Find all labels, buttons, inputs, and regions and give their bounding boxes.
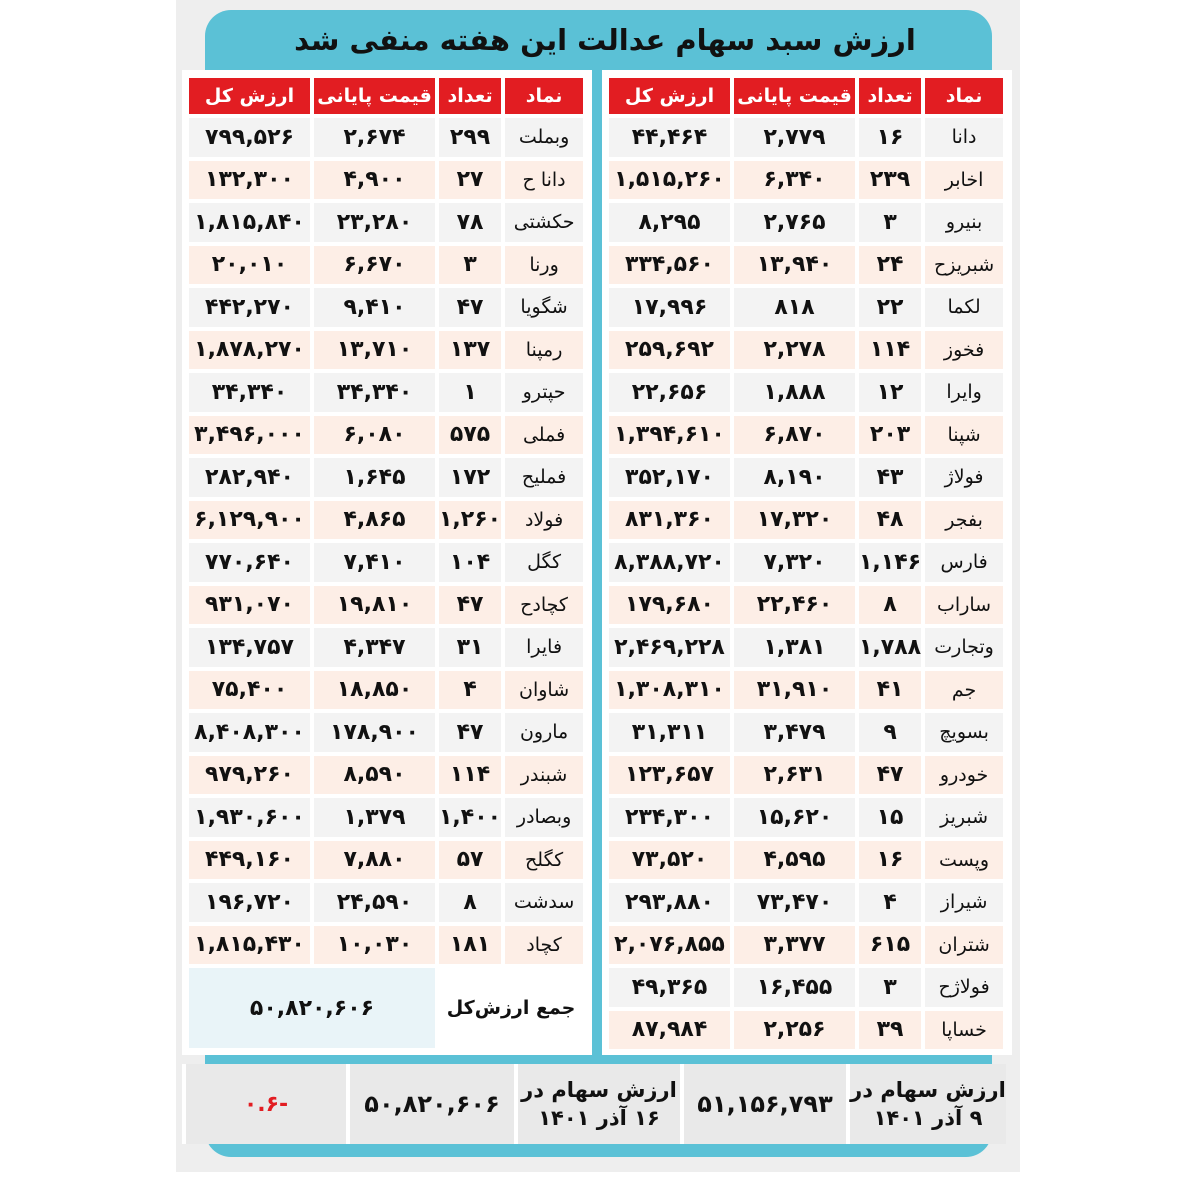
table-row <box>189 161 583 200</box>
cell-count: ۱۱۴ <box>859 331 921 370</box>
cell-final-price: ۷۳,۴۷۰ <box>734 883 855 922</box>
cell-total-value: ۴۹,۳۶۵ <box>609 968 730 1007</box>
cell-total-value: ۸,۲۹۵ <box>609 203 730 242</box>
cell-final-price: ۷,۸۸۰ <box>314 841 435 880</box>
cell-symbol: کگلح <box>505 841 583 880</box>
table-row <box>609 246 1003 285</box>
cell-final-price: ۶,۸۷۰ <box>734 416 855 455</box>
cell-total-value: ۱۲۳,۶۵۷ <box>609 756 730 795</box>
cell-count: ۴۱ <box>859 671 921 710</box>
cell-total-value: ۲۵۹,۶۹۲ <box>609 331 730 370</box>
cell-symbol: وایرا <box>925 373 1003 412</box>
cell-total-value: ۲۸۲,۹۴۰ <box>189 458 310 497</box>
table-row <box>609 288 1003 327</box>
cell-symbol: سدشت <box>505 883 583 922</box>
cell-count: ۲۹۹ <box>439 118 501 157</box>
cell-count: ۱,۴۰۰ <box>439 798 501 837</box>
cell-symbol: فولاژ <box>925 458 1003 497</box>
cell-final-price: ۱,۶۴۵ <box>314 458 435 497</box>
cell-count: ۱۶ <box>859 841 921 880</box>
cell-final-price: ۳۴,۳۴۰ <box>314 373 435 412</box>
cell-symbol: شپنا <box>925 416 1003 455</box>
date2-label: ارزش سهام در ۱۶ آذر ۱۴۰۱ <box>521 1078 677 1130</box>
cell-symbol: خساپا <box>925 1011 1003 1050</box>
cell-count: ۵۷ <box>439 841 501 880</box>
cell-total-value: ۱۳۴,۷۵۷ <box>189 628 310 667</box>
cell-count: ۳ <box>439 246 501 285</box>
change-cell <box>186 1064 346 1144</box>
cell-count: ۸ <box>439 883 501 922</box>
cell-count: ۴ <box>859 883 921 922</box>
cell-count: ۱۲ <box>859 373 921 412</box>
cell-symbol: وبصادر <box>505 798 583 837</box>
header-final-price: قیمت پایانی <box>314 78 435 114</box>
table-row <box>609 458 1003 497</box>
cell-symbol: دانا ح <box>505 161 583 200</box>
cell-total-value: ۱۳۲,۳۰۰ <box>189 161 310 200</box>
cell-final-price: ۸,۵۹۰ <box>314 756 435 795</box>
table-row <box>609 161 1003 200</box>
table-row <box>609 883 1003 922</box>
cell-total-value: ۱,۹۳۰,۶۰۰ <box>189 798 310 837</box>
header-total-value: ارزش کل <box>189 78 310 114</box>
cell-count: ۸ <box>859 586 921 625</box>
header-count: تعداد <box>859 78 921 114</box>
cell-count: ۱,۱۴۶ <box>859 543 921 582</box>
table-row <box>189 288 583 327</box>
table-row <box>609 331 1003 370</box>
cell-total-value: ۴۴,۴۶۴ <box>609 118 730 157</box>
cell-final-price: ۹,۴۱۰ <box>314 288 435 327</box>
table-row <box>609 841 1003 880</box>
cell-symbol: مارون <box>505 713 583 752</box>
cell-symbol: وبملت <box>505 118 583 157</box>
cell-total-value: ۲۲,۶۵۶ <box>609 373 730 412</box>
cell-final-price: ۲,۶۷۴ <box>314 118 435 157</box>
cell-symbol: وتجارت <box>925 628 1003 667</box>
table-row <box>609 501 1003 540</box>
header-count: تعداد <box>439 78 501 114</box>
cell-final-price: ۳۱,۹۱۰ <box>734 671 855 710</box>
cell-total-value: ۸,۴۰۸,۳۰۰ <box>189 713 310 752</box>
cell-final-price: ۱۷,۳۲۰ <box>734 501 855 540</box>
header-symbol: نماد <box>505 78 583 114</box>
table-row <box>609 926 1003 965</box>
cell-symbol: خودرو <box>925 756 1003 795</box>
cell-final-price: ۱,۳۷۹ <box>314 798 435 837</box>
cell-count: ۲۲ <box>859 288 921 327</box>
cell-symbol: فولاژح <box>925 968 1003 1007</box>
cell-count: ۷۸ <box>439 203 501 242</box>
cell-count: ۴۸ <box>859 501 921 540</box>
cell-count: ۲۳۹ <box>859 161 921 200</box>
cell-final-price: ۲۴,۵۹۰ <box>314 883 435 922</box>
cell-symbol: ورنا <box>505 246 583 285</box>
cell-final-price: ۷,۴۱۰ <box>314 543 435 582</box>
cell-symbol: فولاد <box>505 501 583 540</box>
cell-symbol: شتران <box>925 926 1003 965</box>
cell-total-value: ۲,۴۶۹,۲۲۸ <box>609 628 730 667</box>
table-row <box>609 671 1003 710</box>
header-final-price: قیمت پایانی <box>734 78 855 114</box>
cell-count: ۱,۷۸۸ <box>859 628 921 667</box>
cell-count: ۳ <box>859 203 921 242</box>
table-row <box>609 798 1003 837</box>
cell-final-price: ۱,۳۸۱ <box>734 628 855 667</box>
date2-label-cell <box>518 1064 680 1144</box>
sum-label: جمع ارزش‌کل <box>439 968 583 1048</box>
sum-row <box>189 968 583 1048</box>
cell-total-value: ۱,۸۱۵,۴۳۰ <box>189 926 310 965</box>
cell-final-price: ۲۲,۴۶۰ <box>734 586 855 625</box>
cell-total-value: ۱,۳۰۸,۳۱۰ <box>609 671 730 710</box>
cell-count: ۳ <box>859 968 921 1007</box>
cell-final-price: ۲,۲۵۶ <box>734 1011 855 1050</box>
cell-symbol: شبندر <box>505 756 583 795</box>
table-row <box>189 713 583 752</box>
cell-count: ۱,۲۶۰ <box>439 501 501 540</box>
table-row <box>189 586 583 625</box>
cell-final-price: ۱۳,۷۱۰ <box>314 331 435 370</box>
cell-final-price: ۶,۳۴۰ <box>734 161 855 200</box>
left-stock-table <box>185 74 587 1052</box>
page-title: ارزش سبد سهام عدالت این هفته منفی شد <box>294 22 916 57</box>
cell-total-value: ۲,۰۷۶,۸۵۵ <box>609 926 730 965</box>
table-row <box>609 203 1003 242</box>
cell-count: ۲۷ <box>439 161 501 200</box>
cell-total-value: ۱۷۹,۶۸۰ <box>609 586 730 625</box>
cell-total-value: ۱,۸۱۵,۸۴۰ <box>189 203 310 242</box>
cell-final-price: ۴,۹۰۰ <box>314 161 435 200</box>
percent-change: -۰.۶ <box>243 1091 289 1117</box>
table-row <box>189 628 583 667</box>
cell-count: ۶۱۵ <box>859 926 921 965</box>
table-row <box>189 756 583 795</box>
cell-total-value: ۴۴۲,۲۷۰ <box>189 288 310 327</box>
cell-final-price: ۱۶,۴۵۵ <box>734 968 855 1007</box>
cell-final-price: ۲,۶۳۱ <box>734 756 855 795</box>
cell-total-value: ۴۴۹,۱۶۰ <box>189 841 310 880</box>
cell-final-price: ۱۵,۶۲۰ <box>734 798 855 837</box>
right-table-panel <box>602 70 1012 1055</box>
cell-count: ۴۷ <box>859 756 921 795</box>
cell-final-price: ۴,۵۹۵ <box>734 841 855 880</box>
date2-value: ۵۰,۸۲۰,۶۰۶ <box>364 1090 500 1118</box>
cell-count: ۵۷۵ <box>439 416 501 455</box>
cell-count: ۳۹ <box>859 1011 921 1050</box>
cell-final-price: ۱۷۸,۹۰۰ <box>314 713 435 752</box>
cell-count: ۱۷۲ <box>439 458 501 497</box>
date1-label: ارزش سهام در ۹ آذر ۱۴۰۱ <box>850 1078 1006 1130</box>
table-row <box>189 501 583 540</box>
cell-total-value: ۹۳۱,۰۷۰ <box>189 586 310 625</box>
table-row <box>609 756 1003 795</box>
cell-final-price: ۳,۴۷۹ <box>734 713 855 752</box>
cell-symbol: رمپنا <box>505 331 583 370</box>
cell-total-value: ۲۹۳,۸۸۰ <box>609 883 730 922</box>
cell-final-price: ۱۸,۸۵۰ <box>314 671 435 710</box>
table-row <box>609 373 1003 412</box>
table-row <box>609 713 1003 752</box>
table-header-row <box>189 78 583 114</box>
date1-value: ۵۱,۱۵۶,۷۹۳ <box>697 1090 833 1118</box>
table-row <box>189 246 583 285</box>
table-row <box>189 926 583 965</box>
cell-symbol: فملی <box>505 416 583 455</box>
cell-total-value: ۸۷,۹۸۴ <box>609 1011 730 1050</box>
cell-symbol: بنیرو <box>925 203 1003 242</box>
cell-total-value: ۱۷,۹۹۶ <box>609 288 730 327</box>
cell-total-value: ۳,۴۹۶,۰۰۰ <box>189 416 310 455</box>
cell-total-value: ۹۷۹,۲۶۰ <box>189 756 310 795</box>
cell-symbol: جم <box>925 671 1003 710</box>
cell-final-price: ۴,۸۶۵ <box>314 501 435 540</box>
table-row <box>189 841 583 880</box>
cell-final-price: ۳,۳۷۷ <box>734 926 855 965</box>
cell-final-price: ۲,۷۶۵ <box>734 203 855 242</box>
cell-final-price: ۷,۳۲۰ <box>734 543 855 582</box>
cell-final-price: ۱۰,۰۳۰ <box>314 926 435 965</box>
cell-total-value: ۷۳,۵۲۰ <box>609 841 730 880</box>
cell-total-value: ۳۱,۳۱۱ <box>609 713 730 752</box>
cell-total-value: ۷۵,۴۰۰ <box>189 671 310 710</box>
cell-symbol: کچادح <box>505 586 583 625</box>
cell-count: ۲۰۳ <box>859 416 921 455</box>
table-header-row <box>609 78 1003 114</box>
cell-count: ۹ <box>859 713 921 752</box>
cell-total-value: ۷۷۰,۶۴۰ <box>189 543 310 582</box>
cell-total-value: ۸۳۱,۳۶۰ <box>609 501 730 540</box>
date1-value-cell <box>684 1064 846 1144</box>
cell-final-price: ۲۳,۲۸۰ <box>314 203 435 242</box>
cell-symbol: بسویچ <box>925 713 1003 752</box>
cell-count: ۱۸۱ <box>439 926 501 965</box>
title-band <box>250 12 960 67</box>
cell-symbol: دانا <box>925 118 1003 157</box>
cell-total-value: ۳۴,۳۴۰ <box>189 373 310 412</box>
cell-count: ۴۷ <box>439 586 501 625</box>
cell-symbol: شبریز <box>925 798 1003 837</box>
cell-symbol: کچاد <box>505 926 583 965</box>
cell-final-price: ۴,۳۴۷ <box>314 628 435 667</box>
cell-symbol: لکما <box>925 288 1003 327</box>
cell-final-price: ۲,۷۷۹ <box>734 118 855 157</box>
table-row <box>189 798 583 837</box>
left-table-panel <box>182 70 592 1055</box>
cell-count: ۴۷ <box>439 288 501 327</box>
cell-total-value: ۶,۱۲۹,۹۰۰ <box>189 501 310 540</box>
cell-final-price: ۱,۸۸۸ <box>734 373 855 412</box>
column-divider <box>592 70 602 1055</box>
table-row <box>609 416 1003 455</box>
cell-symbol: کگل <box>505 543 583 582</box>
table-row <box>189 883 583 922</box>
table-row <box>189 373 583 412</box>
cell-symbol: بفجر <box>925 501 1003 540</box>
date1-label-cell <box>850 1064 1006 1144</box>
cell-count: ۴ <box>439 671 501 710</box>
cell-symbol: حکشتی <box>505 203 583 242</box>
cell-symbol: شبریزح <box>925 246 1003 285</box>
cell-count: ۲۴ <box>859 246 921 285</box>
table-row <box>609 543 1003 582</box>
cell-symbol: فملیح <box>505 458 583 497</box>
date2-value-cell <box>350 1064 514 1144</box>
table-row <box>609 586 1003 625</box>
cell-total-value: ۳۳۴,۵۶۰ <box>609 246 730 285</box>
cell-total-value: ۲۳۴,۳۰۰ <box>609 798 730 837</box>
cell-symbol: فایرا <box>505 628 583 667</box>
table-row <box>189 458 583 497</box>
cell-symbol: اخابر <box>925 161 1003 200</box>
table-row <box>189 671 583 710</box>
cell-count: ۱۶ <box>859 118 921 157</box>
cell-total-value: ۸,۳۸۸,۷۲۰ <box>609 543 730 582</box>
cell-symbol: ساراب <box>925 586 1003 625</box>
header-symbol: نماد <box>925 78 1003 114</box>
cell-count: ۳۱ <box>439 628 501 667</box>
table-row <box>189 416 583 455</box>
summary-footer <box>182 1064 1006 1144</box>
cell-count: ۱۱۴ <box>439 756 501 795</box>
cell-count: ۱۳۷ <box>439 331 501 370</box>
cell-symbol: شیراز <box>925 883 1003 922</box>
cell-symbol: وپست <box>925 841 1003 880</box>
cell-final-price: ۸۱۸ <box>734 288 855 327</box>
cell-final-price: ۶,۶۷۰ <box>314 246 435 285</box>
cell-count: ۴۳ <box>859 458 921 497</box>
table-row <box>609 968 1003 1007</box>
cell-symbol: فارس <box>925 543 1003 582</box>
table-row <box>609 118 1003 157</box>
table-row <box>189 118 583 157</box>
cell-total-value: ۱,۸۷۸,۲۷۰ <box>189 331 310 370</box>
cell-final-price: ۲,۲۷۸ <box>734 331 855 370</box>
cell-total-value: ۱,۳۹۴,۶۱۰ <box>609 416 730 455</box>
header-total-value: ارزش کل <box>609 78 730 114</box>
cell-final-price: ۸,۱۹۰ <box>734 458 855 497</box>
table-row <box>609 1011 1003 1050</box>
cell-count: ۱۵ <box>859 798 921 837</box>
table-row <box>189 543 583 582</box>
cell-symbol: شاوان <box>505 671 583 710</box>
cell-symbol: فخوز <box>925 331 1003 370</box>
table-row <box>189 331 583 370</box>
cell-symbol: حپترو <box>505 373 583 412</box>
cell-total-value: ۳۵۲,۱۷۰ <box>609 458 730 497</box>
cell-total-value: ۷۹۹,۵۲۶ <box>189 118 310 157</box>
cell-final-price: ۱۳,۹۴۰ <box>734 246 855 285</box>
table-row <box>609 628 1003 667</box>
table-row <box>189 203 583 242</box>
cell-count: ۴۷ <box>439 713 501 752</box>
cell-final-price: ۱۹,۸۱۰ <box>314 586 435 625</box>
cell-final-price: ۶,۰۸۰ <box>314 416 435 455</box>
cell-count: ۱ <box>439 373 501 412</box>
cell-total-value: ۱۹۶,۷۲۰ <box>189 883 310 922</box>
cell-symbol: شگویا <box>505 288 583 327</box>
cell-count: ۱۰۴ <box>439 543 501 582</box>
cell-total-value: ۱,۵۱۵,۲۶۰ <box>609 161 730 200</box>
right-stock-table <box>605 74 1007 1053</box>
cell-total-value: ۲۰,۰۱۰ <box>189 246 310 285</box>
sum-value: ۵۰,۸۲۰,۶۰۶ <box>189 968 435 1048</box>
